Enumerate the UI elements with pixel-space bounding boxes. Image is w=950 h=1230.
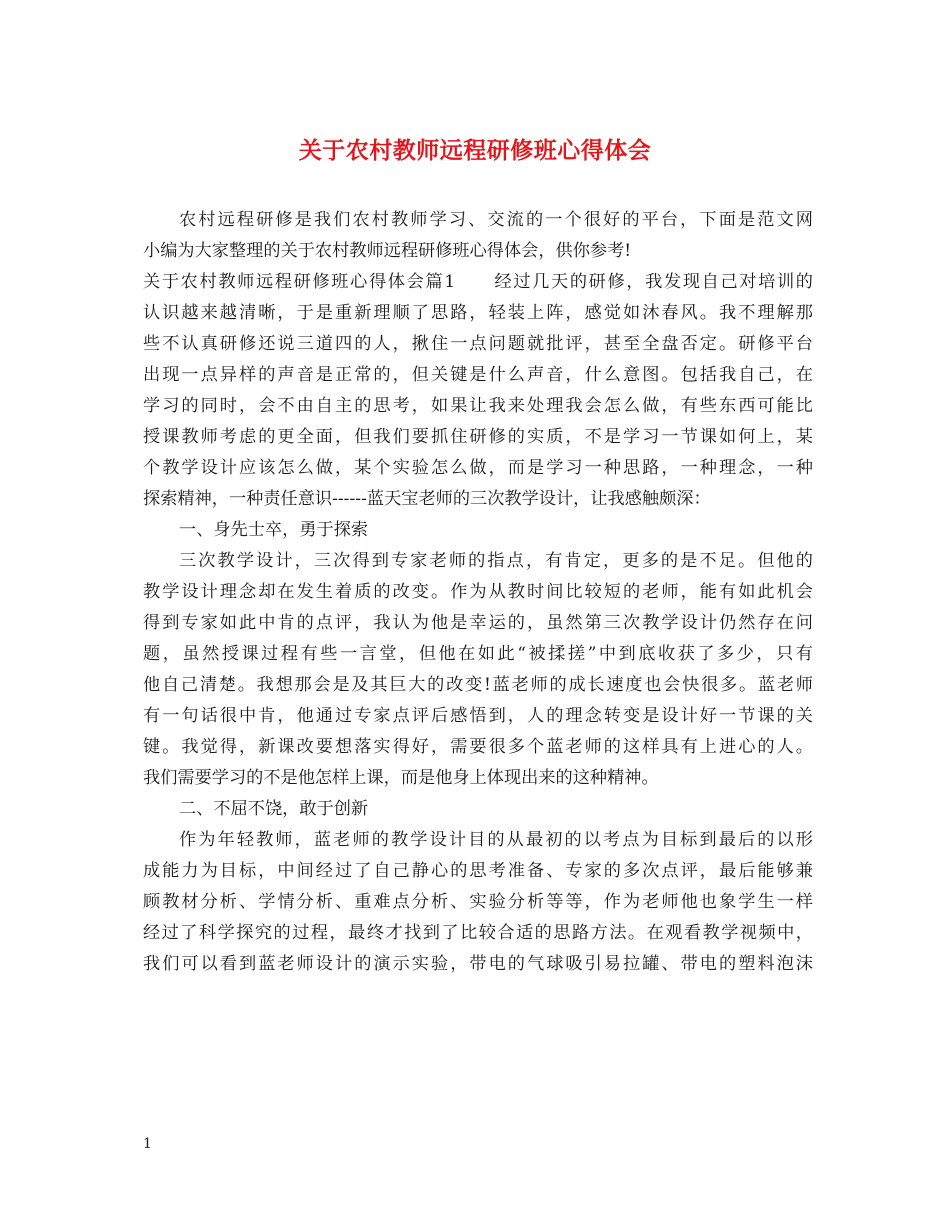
page-number: 1 bbox=[143, 1136, 152, 1152]
text-line: 我们可以看到蓝老师设计的演示实验，带电的气球吸引易拉罐、带电的塑料泡沫 bbox=[143, 954, 813, 974]
text-line: 键。我觉得，新课改要想落实得好，需要很多个蓝老师的这样具有上进心的人。 bbox=[143, 737, 813, 757]
document-title: 关于农村教师远程研修班心得体会 bbox=[298, 138, 652, 164]
text-line: 他自己清楚。我想那会是及其巨大的改变!蓝老师的成长速度也会快很多。蓝老师 bbox=[143, 675, 813, 695]
text-line: 得到专家如此中肯的点评，我认为他是幸运的，虽然第三次教学设计仍然存在问 bbox=[143, 613, 813, 633]
text-line: 关于农村教师远程研修班心得体会篇1 经过几天的研修，我发现自己对培训的 bbox=[143, 272, 813, 292]
text-line: 些不认真研修还说三道四的人，揪住一点问题就批评，甚至全盘否定。研修平台 bbox=[143, 334, 813, 354]
document-body bbox=[143, 205, 813, 980]
text-line: 一、身先士卒，勇于探索 bbox=[179, 520, 369, 540]
text-line: 经过了科学探究的过程，最终才找到了比较合适的思路方法。在观看教学视频中， bbox=[143, 923, 813, 943]
text-line: 授课教师考虑的更全面，但我们要抓住研修的实质，不是学习一节课如何上，某 bbox=[143, 427, 813, 447]
text-line: 作为年轻教师，蓝老师的教学设计目的从最初的以考点为目标到最后的以形 bbox=[179, 830, 813, 850]
text-line: 学习的同时，会不由自主的思考，如果让我来处理我会怎么做，有些东西可能比 bbox=[143, 396, 813, 416]
text-line: 个教学设计应该怎么做，某个实验怎么做，而是学习一种思路，一种理念，一种 bbox=[143, 458, 813, 478]
text-line: 二、不屈不饶，敢于创新 bbox=[179, 799, 369, 819]
text-line: 教学设计理念却在发生着质的改变。作为从教时间比较短的老师，能有如此机会 bbox=[143, 582, 813, 602]
text-line: 出现一点异样的声音是正常的，但关键是什么声音，什么意图。包括我自己，在 bbox=[143, 365, 813, 385]
text-line: 农村远程研修是我们农村教师学习、交流的一个很好的平台，下面是范文网 bbox=[179, 210, 813, 230]
text-line: 顾教材分析、学情分析、重难点分析、实验分析等等，作为老师他也象学生一样 bbox=[143, 892, 813, 912]
text-line: 我们需要学习的不是他怎样上课，而是他身上体现出来的这种精神。 bbox=[143, 768, 659, 788]
text-line: 三次教学设计，三次得到专家老师的指点，有肯定，更多的是不足。但他的 bbox=[179, 551, 813, 571]
text-line: 探索精神，一种责任意识------蓝天宝老师的三次教学设计，让我感触颇深： bbox=[143, 489, 711, 509]
text-line: 认识越来越清晰，于是重新理顺了思路，轻装上阵，感觉如沐春风。我不理解那 bbox=[143, 303, 813, 323]
text-line: 有一句话很中肯，他通过专家点评后感悟到，人的理念转变是设计好一节课的关 bbox=[143, 706, 813, 726]
text-line: 小编为大家整理的关于农村教师远程研修班心得体会，供你参考! bbox=[143, 241, 632, 261]
text-line: 成能力为目标，中间经过了自己静心的思考准备、专家的多次点评，最后能够兼 bbox=[143, 861, 813, 881]
text-line: 题，虽然授课过程有些一言堂，但他在如此“被揉搓”中到底收获了多少，只有 bbox=[143, 644, 813, 664]
